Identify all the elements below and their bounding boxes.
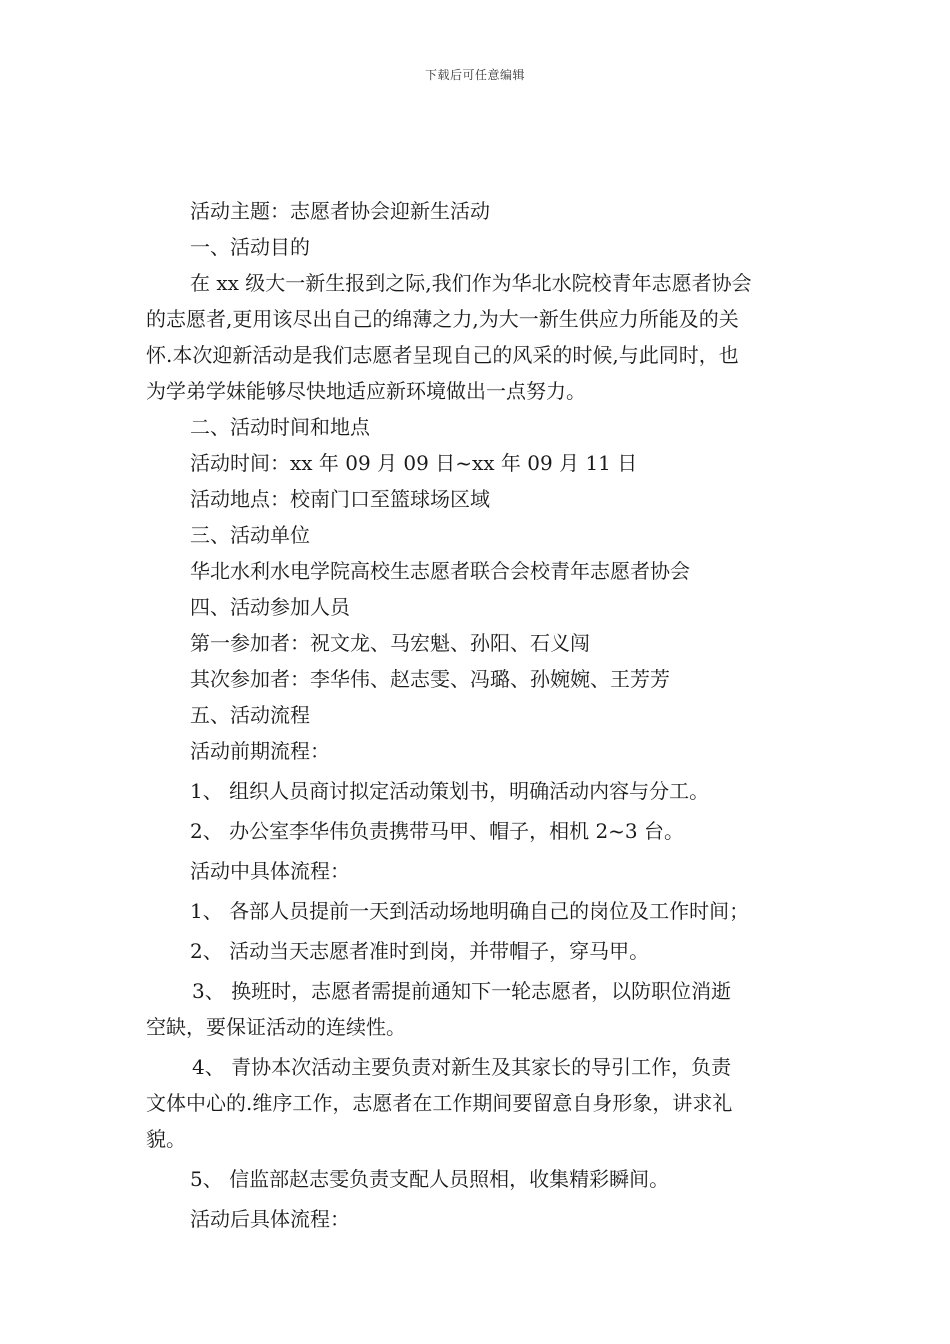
- list-item: 1、 组织人员商讨拟定活动策划书，明确活动内容与分工。: [190, 779, 710, 803]
- list-item-continuation: 空缺，要保证活动的连续性。: [146, 1015, 406, 1039]
- section-heading-purpose: 一、活动目的: [190, 235, 310, 259]
- purpose-paragraph-line: 在 xx 级大一新生报到之际,我们作为华北水院校青年志愿者协会: [190, 271, 752, 295]
- list-item: 5、 信监部赵志雯负责支配人员照相，收集精彩瞬间。: [190, 1167, 670, 1191]
- first-participants: 第一参加者：祝文龙、马宏魁、孙阳、石义闯: [190, 631, 590, 655]
- section-heading-organizer: 三、活动单位: [190, 523, 310, 547]
- subheading-post-process: 活动后具体流程：: [190, 1207, 350, 1231]
- list-item-continuation: 文体中心的.维序工作，志愿者在工作期间要留意自身形象，讲求礼: [146, 1091, 733, 1115]
- section-heading-participants: 四、活动参加人员: [190, 595, 350, 619]
- list-item-continuation: 貌。: [146, 1127, 186, 1151]
- activity-time: 活动时间：xx 年 09 月 09 日~xx 年 09 月 11 日: [190, 451, 638, 475]
- section-heading-time-place: 二、活动时间和地点: [190, 415, 370, 439]
- activity-theme: 活动主题：志愿者协会迎新生活动: [190, 199, 490, 223]
- list-item: 2、 活动当天志愿者准时到岗，并带帽子，穿马甲。: [190, 939, 650, 963]
- subheading-mid-process: 活动中具体流程：: [190, 859, 350, 883]
- organizer-name: 华北水利水电学院高校生志愿者联合会校青年志愿者协会: [190, 559, 690, 583]
- list-item: 3、 换班时，志愿者需提前通知下一轮志愿者，以防职位消逝: [192, 979, 732, 1003]
- purpose-paragraph-line: 的志愿者,更用该尽出自己的绵薄之力,为大一新生供应力所能及的关: [146, 307, 739, 331]
- list-item: 1、 各部人员提前一天到活动场地明确自己的岗位及工作时间；: [190, 899, 750, 923]
- section-heading-process: 五、活动流程: [190, 703, 310, 727]
- document-body: [146, 193, 810, 1237]
- list-item: 2、 办公室李华伟负责携带马甲、帽子，相机 2~3 台。: [190, 819, 685, 843]
- purpose-paragraph-line: 为学弟学妹能够尽快地适应新环境做出一点努力。: [146, 379, 586, 403]
- list-item: 4、 青协本次活动主要负责对新生及其家长的导引工作，负责: [192, 1055, 732, 1079]
- purpose-paragraph-line: 怀.本次迎新活动是我们志愿者呈现自己的风采的时候,与此同时，也: [146, 343, 739, 367]
- second-participants: 其次参加者：李华伟、赵志雯、冯璐、孙婉婉、王芳芳: [190, 667, 670, 691]
- header-note: 下载后可任意编辑: [424, 68, 525, 82]
- subheading-pre-process: 活动前期流程：: [190, 739, 330, 763]
- activity-place: 活动地点：校南门口至篮球场区域: [190, 487, 490, 511]
